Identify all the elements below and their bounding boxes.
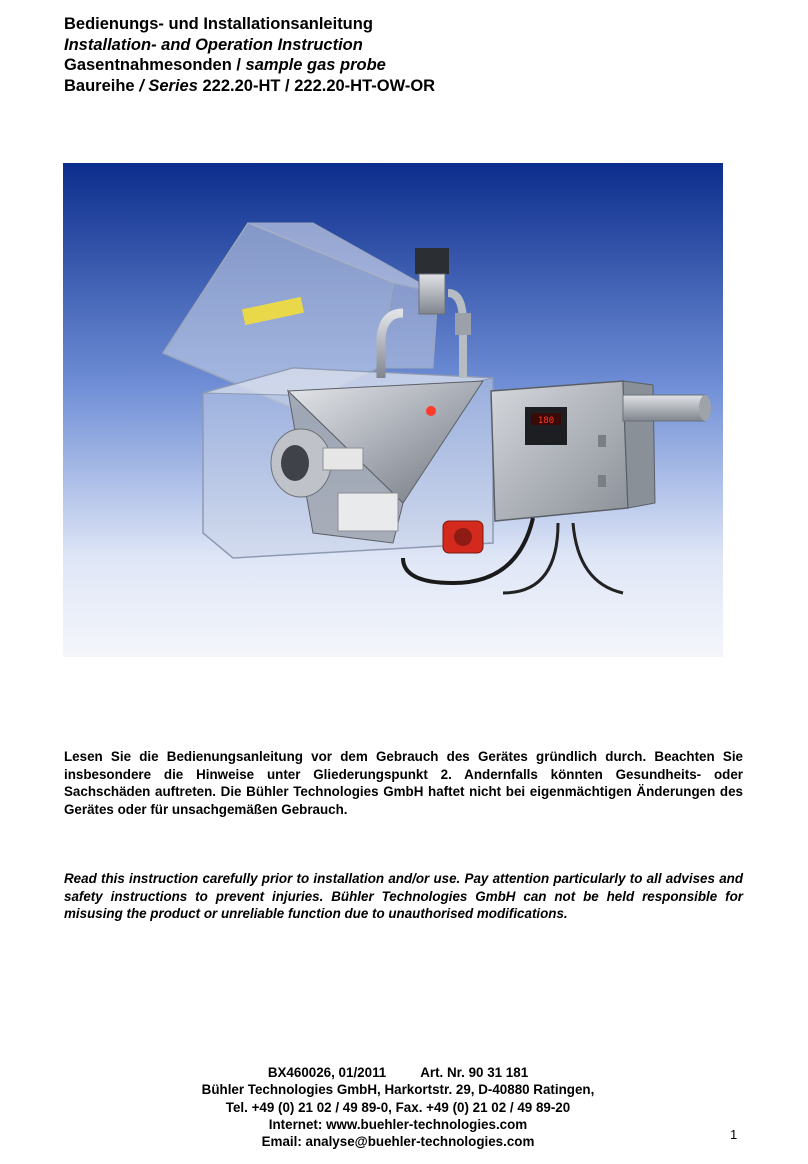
title-german: Bedienungs- und Installationsanleitung (64, 15, 373, 33)
phone-fax: Tel. +49 (0) 21 02 / 49 89-0, Fax. +49 (0) 21 02 / 49 89-20 (225, 1099, 571, 1115)
email-address: Email: analyse@buehler-technologies.com (261, 1134, 535, 1150)
doc-reference-line: BX460026, 01/2011 Art. Nr. 90 31 181 (267, 1065, 529, 1080)
title-english: Installation- and Operation Instruction (64, 35, 363, 54)
safety-notice-english: Read this instruction carefully prior to installation and/or use. Pay attention particularly to all advises and safety instructions to prevent injuries. Bühler Technologies GmbH can not be held responsible for misusing the product or unreliable function due to unauthorised modifications. (64, 871, 743, 921)
document-footer (64, 1064, 732, 1150)
company-address: Bühler Technologies GmbH, Harkortstr. 29, D-40880 Ratingen, (201, 1082, 595, 1098)
product-name: Gasentnahmesonden / sample gas probe (64, 56, 386, 74)
product-photo (63, 163, 723, 657)
temperature-readout: 180 (537, 416, 555, 426)
safety-notice-german: Lesen Sie die Bedienungsanleitung vor dem Gebrauch des Gerätes gründlich durch. Beachten Sie insbesondere die Hinweise unter Gliederungspunkt 2. Andernfalls könnten Gesundheits- oder Sachschäden auftreten. Die Bühler Technologies GmbH haftet nicht bei eigenmächtigen Änderungen des Gerätes oder für unsachgemäßen Gebrauch. (64, 749, 743, 817)
website: Internet: www.buehler-technologies.com (268, 1116, 528, 1132)
document-header (64, 14, 764, 96)
page-number: 1 (730, 1127, 738, 1142)
series-line: Baureihe / Series 222.20-HT / 222.20-HT-OW-OR (64, 76, 436, 95)
gas-probe-illustration (63, 163, 723, 657)
